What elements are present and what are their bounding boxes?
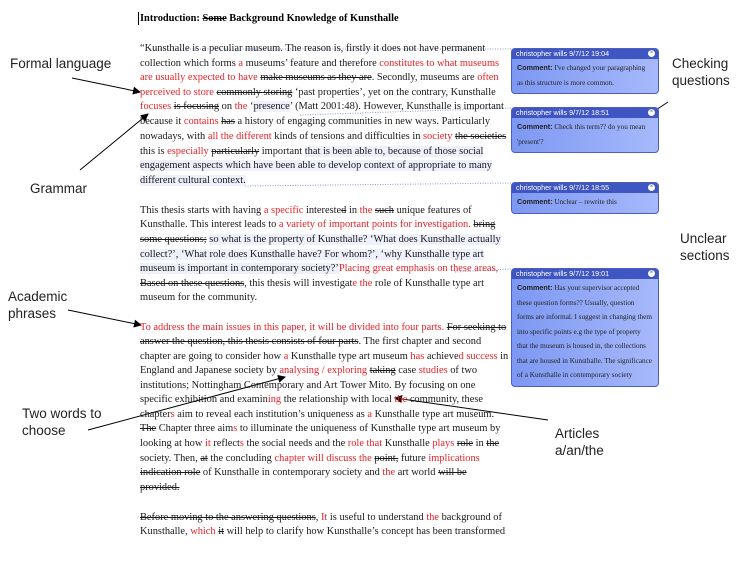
deleted-text: provided. xyxy=(140,482,180,493)
text-run: is useful to understand xyxy=(327,512,427,523)
inserted-text: a specific xyxy=(263,205,304,216)
deleted-text: answer the question, this thesis consists of four parts xyxy=(140,336,359,347)
text-run: Introduction: xyxy=(140,13,203,24)
deleted-text: at xyxy=(200,453,208,464)
text-run: chapter are going to consider how xyxy=(140,351,284,362)
text-run: Kunsthalle. This interest leads to xyxy=(140,219,279,230)
text-run: ‘ xyxy=(247,101,254,112)
text-run: art world xyxy=(395,467,439,478)
text-cursor xyxy=(138,12,139,25)
comment-box[interactable] xyxy=(511,182,659,214)
commented-text: so what is the property of Kunsthalle? ‘What does Kunsthalle actually xyxy=(209,234,501,245)
document-line xyxy=(140,335,481,348)
close-icon[interactable]: × xyxy=(649,184,654,190)
inserted-text: has xyxy=(410,351,425,362)
inserted-text: the xyxy=(359,205,375,216)
document-line xyxy=(140,481,180,494)
deleted-text: it xyxy=(218,526,224,537)
inserted-text: it xyxy=(204,438,211,449)
inserted-text: chapter will discuss the xyxy=(274,453,375,464)
inserted-text: It xyxy=(320,512,328,523)
comment-text: Check this term?? do you mean 'present'? xyxy=(517,123,646,146)
inserted-text: s xyxy=(233,423,238,434)
text-run: ‘past properties’, yet on the contrary, Kunsthalle xyxy=(292,87,496,98)
inserted-text: the xyxy=(426,512,440,523)
deleted-text: has xyxy=(221,116,235,127)
inserted-text: To address the main issues in this paper, it will be divided into four parts. xyxy=(140,322,447,333)
annotation-formal-language: Formal language xyxy=(10,56,112,71)
text-run: in xyxy=(346,205,360,216)
annotation-unclear-sections: Unclear sections xyxy=(680,231,730,263)
commented-text: engagement aspects which have been able to develop context of appropriate to many xyxy=(140,160,492,171)
document-line xyxy=(140,408,494,421)
annotation-academic-phrases: Academic phrases xyxy=(8,289,68,321)
text-run: institutions; Nottingham Contemporary and Art Tower Mito. By focusing on one xyxy=(140,380,476,391)
arrow-formal-language xyxy=(72,78,140,92)
text-run: kinds of tensions and difficulties in xyxy=(271,131,424,142)
text-run: Background Knowledge of Kunsthalle xyxy=(226,13,399,24)
inserted-text: which xyxy=(190,526,219,537)
deleted-text: Before moving to the answering questions xyxy=(140,512,316,523)
annotation-grammar: Grammar xyxy=(30,181,87,196)
text-run: role of Kunsthalle type art xyxy=(372,278,484,289)
commented-text: collect?’, ‘What role does Kunsthalle have? For whom?’, ‘why Kunsthalle type art xyxy=(140,249,484,260)
text-run: aim to reveal each institution’s uniqueness as xyxy=(174,409,368,420)
inserted-text: the xyxy=(382,467,396,478)
inserted-text: Placing great emphasis on these areas, xyxy=(338,263,499,274)
text-run: Chapter three aim xyxy=(156,423,234,434)
arrow-grammar xyxy=(80,114,148,170)
inserted-text: all the different xyxy=(207,131,272,142)
document-line xyxy=(140,437,499,450)
deleted-text: such xyxy=(374,205,394,216)
inserted-text: studies xyxy=(418,365,448,376)
close-icon[interactable]: × xyxy=(649,270,654,276)
text-run: England and Japanese society by xyxy=(140,365,280,376)
document-line xyxy=(140,379,475,392)
document-line xyxy=(140,204,472,217)
text-run: looking at how xyxy=(140,438,205,449)
deleted-text: the societies xyxy=(455,131,507,142)
text-run: Kunsthalle type art museum. xyxy=(372,409,495,420)
inserted-text: d success xyxy=(458,351,498,362)
deleted-text: bring xyxy=(473,219,496,230)
document-line xyxy=(140,86,496,99)
inserted-text: plays xyxy=(432,438,457,449)
text-run: case xyxy=(395,365,419,376)
document-line xyxy=(140,71,499,84)
inserted-text: contains xyxy=(183,116,222,127)
document-line xyxy=(140,277,484,290)
text-run: “Kunsthalle is a peculiar museum. The reason is, firstly it does not have permanent xyxy=(140,43,486,54)
annotation-checking-questions: Checking questions xyxy=(672,56,730,88)
document-line xyxy=(140,42,485,55)
inserted-text: a variety of important points for investigation. xyxy=(278,219,474,230)
deleted-text: will be xyxy=(438,467,467,478)
inserted-text: a xyxy=(367,409,373,420)
deleted-text: point, xyxy=(374,453,399,464)
document-line xyxy=(140,159,492,172)
text-run: chapter xyxy=(140,409,171,420)
inserted-text: implications xyxy=(428,453,480,464)
deleted-text: The xyxy=(140,423,157,434)
text-run: of Kunsthalle in contemporary society and xyxy=(200,467,383,478)
inserted-text: analysing / exploring xyxy=(279,365,370,376)
annotation-two-words: Two words to choose xyxy=(22,406,102,438)
comment-label: Comment: xyxy=(517,122,553,131)
commented-text: museum is important in contemporary society?’ xyxy=(140,263,339,274)
comment-header: christopher wills 9/7/12 19:01 xyxy=(516,269,610,278)
text-run: the relationship with local xyxy=(281,394,395,405)
text-run: Kunsthalle, xyxy=(140,526,191,537)
document-line xyxy=(140,262,498,275)
text-run: because it xyxy=(140,116,184,127)
text-run: in xyxy=(473,438,487,449)
comment-box[interactable] xyxy=(511,268,659,387)
text-run: . The first chapter and second xyxy=(358,336,482,347)
text-run: will help to clarify how Kunsthalle’s concept has been transformed xyxy=(224,526,506,537)
comment-header: christopher wills 9/7/12 18:55 xyxy=(516,183,610,192)
text-run: . Secondly, museums are xyxy=(371,72,478,83)
annotation-articles: Articles a/an/the xyxy=(555,426,604,458)
comment-box[interactable] xyxy=(511,107,659,153)
text-run: Kunsthalle xyxy=(382,438,433,449)
document-line xyxy=(140,364,477,377)
text-run: unique features of xyxy=(393,205,472,216)
text-run: on xyxy=(219,101,235,112)
comment-header: christopher wills 9/7/12 18:51 xyxy=(516,108,610,117)
document-line xyxy=(140,174,246,187)
document-line xyxy=(140,130,506,143)
comment-box[interactable] xyxy=(511,48,659,94)
text-run: museum for the community. xyxy=(140,292,258,303)
deleted-text: role xyxy=(456,438,474,449)
text-run: This thesis starts with having xyxy=(140,205,264,216)
document-line xyxy=(140,350,508,363)
document-line xyxy=(140,57,499,70)
inserted-text: often xyxy=(477,72,499,83)
deleted-text: particularly xyxy=(211,146,260,157)
text-run: reflect xyxy=(210,438,240,449)
inserted-text: a xyxy=(238,58,244,69)
deleted-text: is focusing xyxy=(173,101,220,112)
inserted-text: focuses xyxy=(140,101,174,112)
inserted-text: the xyxy=(394,394,408,405)
deleted-text: commonly storing xyxy=(216,87,293,98)
deleted-text: Based on these questions xyxy=(140,278,245,289)
document-line xyxy=(140,248,484,261)
deleted-text: taking xyxy=(369,365,396,376)
inserted-text: especially xyxy=(167,146,212,157)
comment-text: Unclear – rewrite this xyxy=(554,198,617,206)
deleted-text: For seeking to xyxy=(446,322,507,333)
inserted-text: are usually expected to have xyxy=(140,72,261,83)
deleted-text: indication role xyxy=(140,467,201,478)
inserted-text: role that xyxy=(347,438,383,449)
deleted-text: d xyxy=(341,205,347,216)
inserted-text: s xyxy=(170,409,175,420)
text-run: collection which forms xyxy=(140,58,239,69)
inserted-text: society xyxy=(423,131,456,142)
document-heading xyxy=(140,13,399,24)
document-line xyxy=(140,511,502,524)
text-run: intereste xyxy=(303,205,342,216)
inserted-text: constitutes to what museums xyxy=(379,58,500,69)
deleted-text: Some xyxy=(202,13,227,24)
deleted-text: make museums as they are xyxy=(260,72,372,83)
document-line xyxy=(140,393,483,406)
document-line xyxy=(140,452,480,465)
comment-label: Comment: xyxy=(517,283,553,292)
text-run: , xyxy=(315,512,321,523)
document-line xyxy=(140,218,495,231)
commented-text: different cultural context. xyxy=(140,175,246,186)
document-line xyxy=(140,233,501,246)
text-run: a history of engaging communities in new ways. Particularly xyxy=(234,116,491,127)
text-run: of two xyxy=(447,365,478,376)
text-run: future xyxy=(398,453,429,464)
document-line xyxy=(140,115,490,128)
text-run: important xyxy=(259,146,305,157)
commented-text: that is been able to, because of those social xyxy=(304,146,484,157)
text-run: ’ (Matt 2001:48). However, Kunsthalle is important xyxy=(289,101,504,112)
text-run: achieve xyxy=(424,351,459,362)
text-run: the social needs and the xyxy=(243,438,348,449)
comment-text: I've changed your paragraphing as this structure is more common. xyxy=(517,64,646,87)
comment-header: christopher wills 9/7/12 19:04 xyxy=(516,49,610,58)
comment-label: Comment: xyxy=(517,63,553,72)
comment-text: Has your supervisor accepted these question forms?? Usually, question forms are informal. I suggest in changing them into specific points e.g the type of property that the museum is housed in, the collections that are housed in Kunsthalle. The significance of a Kunsthalle in contemporary society xyxy=(517,284,652,379)
text-run: to illuminate the uniqueness of Kunsthalle type art museum by xyxy=(237,423,501,434)
document-line xyxy=(140,145,483,158)
document-line xyxy=(140,466,467,479)
comment-label: Comment: xyxy=(517,197,553,206)
inserted-text: s xyxy=(239,438,244,449)
text-run: background of xyxy=(439,512,502,523)
text-run: community, these xyxy=(407,394,484,405)
text-run: Kunsthalle type art museum xyxy=(288,351,411,362)
text-run: in xyxy=(497,351,509,362)
document-line xyxy=(140,525,505,538)
text-run: specific exhibition and examin xyxy=(140,394,268,405)
document-line xyxy=(140,422,500,435)
text-run: museums’ feature and therefore xyxy=(243,58,380,69)
text-run: society. Then, xyxy=(140,453,201,464)
text-run: the concluding xyxy=(207,453,275,464)
deleted-text: the xyxy=(486,438,500,449)
close-icon[interactable]: × xyxy=(649,109,654,115)
document-line xyxy=(140,100,504,113)
inserted-text: the xyxy=(234,101,248,112)
commented-text: presence xyxy=(253,101,290,112)
inserted-text: ing xyxy=(267,394,282,405)
text-run: nowadays, with xyxy=(140,131,208,142)
text-run: , this thesis will investigat xyxy=(244,278,353,289)
inserted-text: a xyxy=(283,351,289,362)
inserted-text: e the xyxy=(352,278,373,289)
document-line xyxy=(140,321,506,334)
close-icon[interactable]: × xyxy=(649,50,654,56)
inserted-text: perceived to store xyxy=(140,87,217,98)
text-run: this is xyxy=(140,146,168,157)
deleted-text: some questions; xyxy=(140,234,207,245)
document-line xyxy=(140,291,257,304)
